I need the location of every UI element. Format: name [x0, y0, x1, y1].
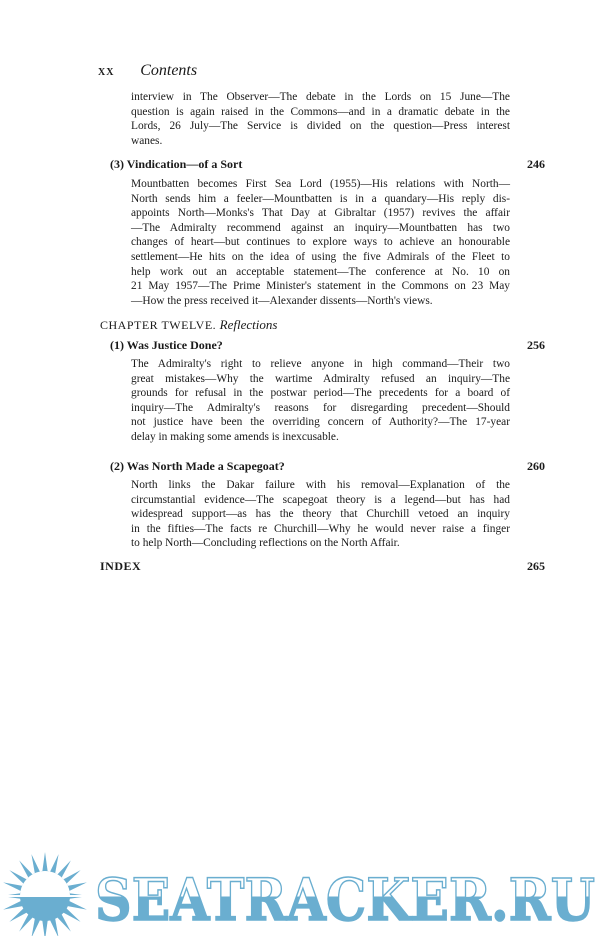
chapter-title: Reflections [219, 317, 278, 332]
text-line: wanes. [131, 134, 163, 147]
section-3-paragraph [131, 177, 510, 308]
text-line: interview in The Observer—The debate in the Lords on 15 June—The [131, 91, 510, 103]
text-line: inquiry—The Admiralty's reasons for disregarding precedent—Should [131, 401, 510, 414]
text-line: great mistakes—Why the wartime Admiralty refused an inquiry—The [131, 372, 510, 385]
sun-ray [42, 852, 48, 874]
text-line: circumstantial evidence—The scapegoat theory is a legend—but has had [131, 493, 510, 506]
text-line: —The Admiralty recommend against an inquiry—Mountbatten has two [131, 221, 510, 234]
index-page: 265 [527, 559, 545, 573]
page-number: xx [98, 64, 115, 79]
watermark-text: SEATRACKER.RU [95, 866, 595, 934]
text-line: question is again raised in the Commons—and in a dramatic debate in the [131, 105, 510, 118]
text-line: Lords, 26 July—The Service is divided on the question—Press interest [131, 120, 510, 133]
text-line: settlement—He hits on the idea of using the five Admirals of the Fleet to [131, 250, 510, 263]
text-line: in the fifties—The facts re Churchill—Why he would never raise a finger [131, 522, 510, 535]
text-line: widespread support—as has the theory that Churchill vetoed an inquiry [131, 508, 510, 521]
text-line: North sends him a feeler—Mountbatten is in a quandary—His reply dis- [131, 192, 510, 205]
text-line: appoints North—Monks's That Day at Gibraltar (1957) revives the affair [131, 207, 510, 220]
text-line: North links the Dakar failure with his removal—Explanation of the [131, 479, 510, 491]
section-3-heading: (3) Vindication—of a Sort [110, 157, 243, 171]
text-line: —How the press received it—Alexander dissents—North's views. [131, 294, 433, 307]
intro-paragraph [131, 90, 510, 148]
running-head [98, 62, 197, 80]
running-title: Contents [140, 62, 198, 79]
section-2-heading: (2) Was North Made a Scapegoat? [110, 459, 285, 473]
chapter-heading [100, 317, 277, 333]
index-heading: INDEX [100, 559, 142, 573]
text-line: changes of heart—but continues to explore ways to achieve an honourable [131, 236, 510, 249]
section-1-page: 256 [527, 338, 545, 352]
text-line: grounds for refusal in the postwar period—The precedents for a board of [131, 387, 510, 400]
text-line: 21 May 1957—The Prime Minister's statement in the Commons on 23 May [131, 280, 510, 293]
text-line: help work out an acceptable statement—The conference at No. 10 on [131, 265, 510, 278]
text-line: to help North—Concluding reflections on the North Affair. [131, 537, 400, 550]
text-line: not justice have been the overriding concern of Authority?—The 17-year [131, 416, 510, 429]
text-line: Mountbatten becomes First Sea Lord (1955)—His relations with North— [131, 178, 510, 190]
section-2-page: 260 [527, 459, 545, 473]
watermark-logo [0, 846, 606, 936]
section-1-paragraph [131, 357, 510, 445]
section-1-heading: (1) Was Justice Done? [110, 338, 223, 352]
sun-over-sea-icon [0, 852, 90, 936]
text-line: delay in making some amends is inexcusable. [131, 430, 339, 443]
section-3-page: 246 [527, 157, 545, 171]
section-2-paragraph [131, 478, 510, 551]
text-line: The Admiralty's right to relieve anyone in high command—Their two [131, 358, 510, 370]
chapter-label: CHAPTER TWELVE. [100, 318, 217, 332]
